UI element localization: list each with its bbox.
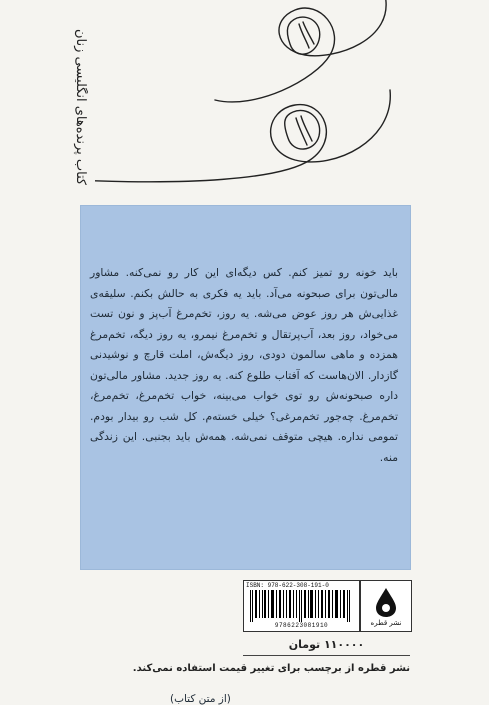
- publisher-logo: [360, 580, 412, 632]
- excerpt-line: خیلی خسته‌م. کل شب رو بیدار بودم. تمومی نداره. هیچی: [90, 409, 398, 443]
- price: ۱۱۰۰۰۰ تومان: [288, 638, 365, 651]
- excerpt-line: می‌بینه، خواب تخم‌مرغ، تخم‌مرغ، تخم‌مرغ. چه‌جور تخم‌مرغی؟: [90, 389, 398, 423]
- excerpt-line: متوقف نمی‌شه. همه‌ش باید بجنبی. این زندگی منه.: [90, 430, 398, 464]
- excerpt-line: دیگه، تخم‌مرغ همزده و ماهی سالمون دودی، روز دیگه‌ش،: [90, 327, 398, 361]
- excerpt-line: سلیقه‌ی غذایی‌ش هر روز عوض می‌شه. یه روز، تخم‌مرغ آب‌پز و: [90, 286, 398, 320]
- line-drawing-illustration: [95, 0, 395, 200]
- price-notice: نشر قطره از برچسب برای تغییر قیمت استفاده نمی‌کند.: [132, 663, 410, 674]
- vertical-title: کتاب پرنده‌های انگلیسی زنان: [73, 28, 88, 185]
- droplet-logo-icon: [369, 585, 403, 619]
- excerpt-line: باید خونه رو تمیز کنم. کس دیگه‌ای این کار رو نمی‌کنه. مشاور: [90, 266, 398, 279]
- publisher-name: نشر قطره: [370, 619, 402, 627]
- divider: [243, 655, 410, 656]
- barcode-bars: [246, 590, 357, 622]
- excerpt-line: مالی‌تون برای صبحونه می‌آد. باید یه فکری به حالش بکنم.: [130, 286, 398, 300]
- barcode-digits: 9786223081910: [274, 622, 329, 629]
- excerpt-line: املت قارچ و نوشیدنی گازدار. الان‌هاست که آفتاب طلوع کنه.: [90, 348, 398, 382]
- source-note: (از متن کتاب): [170, 693, 231, 705]
- isbn-barcode: [243, 580, 360, 632]
- excerpt-line: یه روز جدید. مشاور مالی‌تون داره صبحونه‌ش رو توی خواب: [90, 368, 398, 402]
- isbn-label: ISBN: 978-622-308-191-0: [246, 582, 329, 589]
- excerpt-line: نون تست می‌خواد، روز بعد، آب‌پرتقال و تخم‌مرغ نیمرو، یه روز: [90, 307, 399, 341]
- excerpt-text: [90, 263, 398, 468]
